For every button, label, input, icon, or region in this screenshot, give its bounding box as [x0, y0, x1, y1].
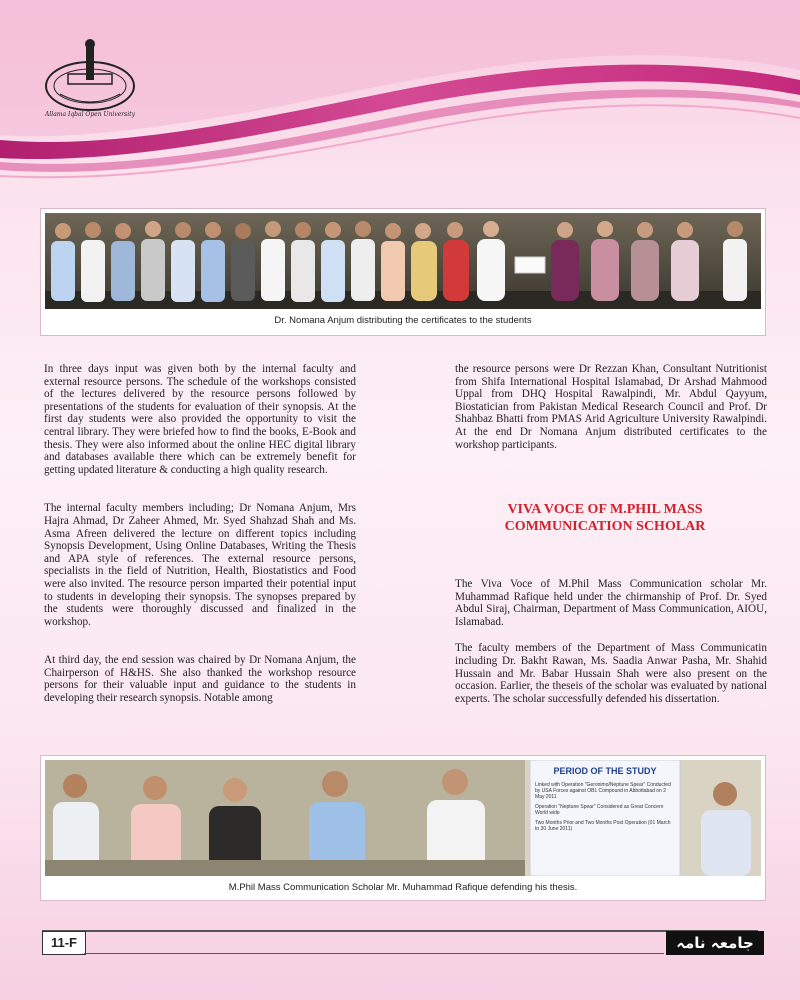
logo-text: Allama Iqbal Open University — [45, 111, 135, 118]
slide-title: PERIOD OF THE STUDY — [553, 766, 657, 776]
slide-item-3: Two Months Prior and Two Months Post Operation (01 March to 30 June 2011) — [535, 820, 671, 832]
heading-line-2: COMMUNICATION SCHOLAR — [504, 519, 706, 534]
magazine-title: جامعہ نامہ — [666, 931, 764, 955]
left-paragraph-3: At third day, the end session was chaired by Dr Nomana Anjum, the Chairperson of H&HS. She also thanked the workshop resource persons for their valuable input and guidance to the students in developing their research synopsis. Notable among — [44, 654, 356, 705]
bottom-photo-box — [40, 755, 766, 901]
heading-line-1: VIVA VOCE OF M.PHIL MASS — [507, 502, 703, 517]
right-column-top — [455, 363, 767, 451]
right-column-bottom — [455, 578, 767, 705]
section-heading — [445, 501, 765, 535]
top-photo-caption: Dr. Nomana Anjum distributing the certificates to the students — [274, 315, 532, 326]
page-number: 11-F — [42, 931, 86, 955]
slide-item-2: Operation "Neptune Spear" Considered as Great Concern World wide — [535, 804, 664, 816]
left-paragraph-2: The internal faculty members including; Dr Nomana Anjum, Mrs Hajra Ahmad, Dr Zaheer Ahmed, Mr. Syed Shahzad Shah and Ms. Asma Afreen delivered the lecture on different topics including Synopsis Development, Using Online Databases, Writing the Thesis and APA style of references. The external resource persons, specialists in the field of Nutrition, Health, Biostatistics and Food were also invited. The resource person imparted their potential input to students in developing their synopsis. The synopses prepared by the students were thoroughly discussed and finalized in the workshop. — [44, 502, 356, 628]
slide-item-1: Linked with Operation "Geronimo/Neptune Spear" Conducted by USA Forces against OBL Compound in Abbottabad on 2 May 2011 — [535, 782, 671, 800]
university-logo — [40, 38, 140, 120]
footer-top-rule — [42, 930, 758, 932]
top-photo-box — [40, 208, 766, 336]
footer-bottom-rule — [84, 953, 664, 954]
viva-photo — [45, 760, 761, 876]
left-column — [44, 363, 356, 705]
right-paragraph-2: The Viva Voce of M.Phil Mass Communication scholar Mr. Muhammad Rafique held under the chirmanship of Prof. Dr. Syed Abdul Siraj, Chairman, Department of Mass Communication, AIOU, Islamabad. — [455, 578, 767, 628]
certificate-photo — [45, 213, 761, 309]
right-paragraph-1: the resource persons were Dr Rezzan Khan, Consultant Nutritionist from Shifa International Hospital Islamabad, Dr Arshad Mahmood Uppal from DHQ Hospital Rawalpindi, Mr. Abdul Qayyum, Biostatician from Pakistan Medical Research Council and Prof. Dr Shahbaz Bhatti from PMAS Arid Agriculture University Rawalpindi. At the end Dr Nomana Anjum distributed certificates to the workshop participants. — [455, 363, 767, 451]
right-paragraph-3: The faculty members of the Department of Mass Communicatin including Dr. Bakht Rawan, Ms. Saadia Anwar Pasha, Mr. Shahid Hussain and Mr. Babar Hussain Shah were also present on the occasion. Earlier, the theseis of the scholar was evaluated by national experts. The scholar successfully defended his dissertation. — [455, 642, 767, 705]
left-paragraph-1: In three days input was given both by the internal faculty and external resource persons. The schedule of the workshops consisted of the lectures delivered by the resource persons followed by presentations of the students for evaluation of their synopsis. At the first day students were also provided the opportunity to visit the central library. They were briefed how to find the books, E-Book and thesis. They were also informed about the online HEC digital library and databases available there which can be extremely benefit for getting updated literature & conducting a high quality research. — [44, 363, 356, 476]
presentation-slide — [535, 766, 675, 832]
bottom-photo-caption: M.Phil Mass Communication Scholar Mr. Muhammad Rafique defending his thesis. — [228, 882, 578, 893]
